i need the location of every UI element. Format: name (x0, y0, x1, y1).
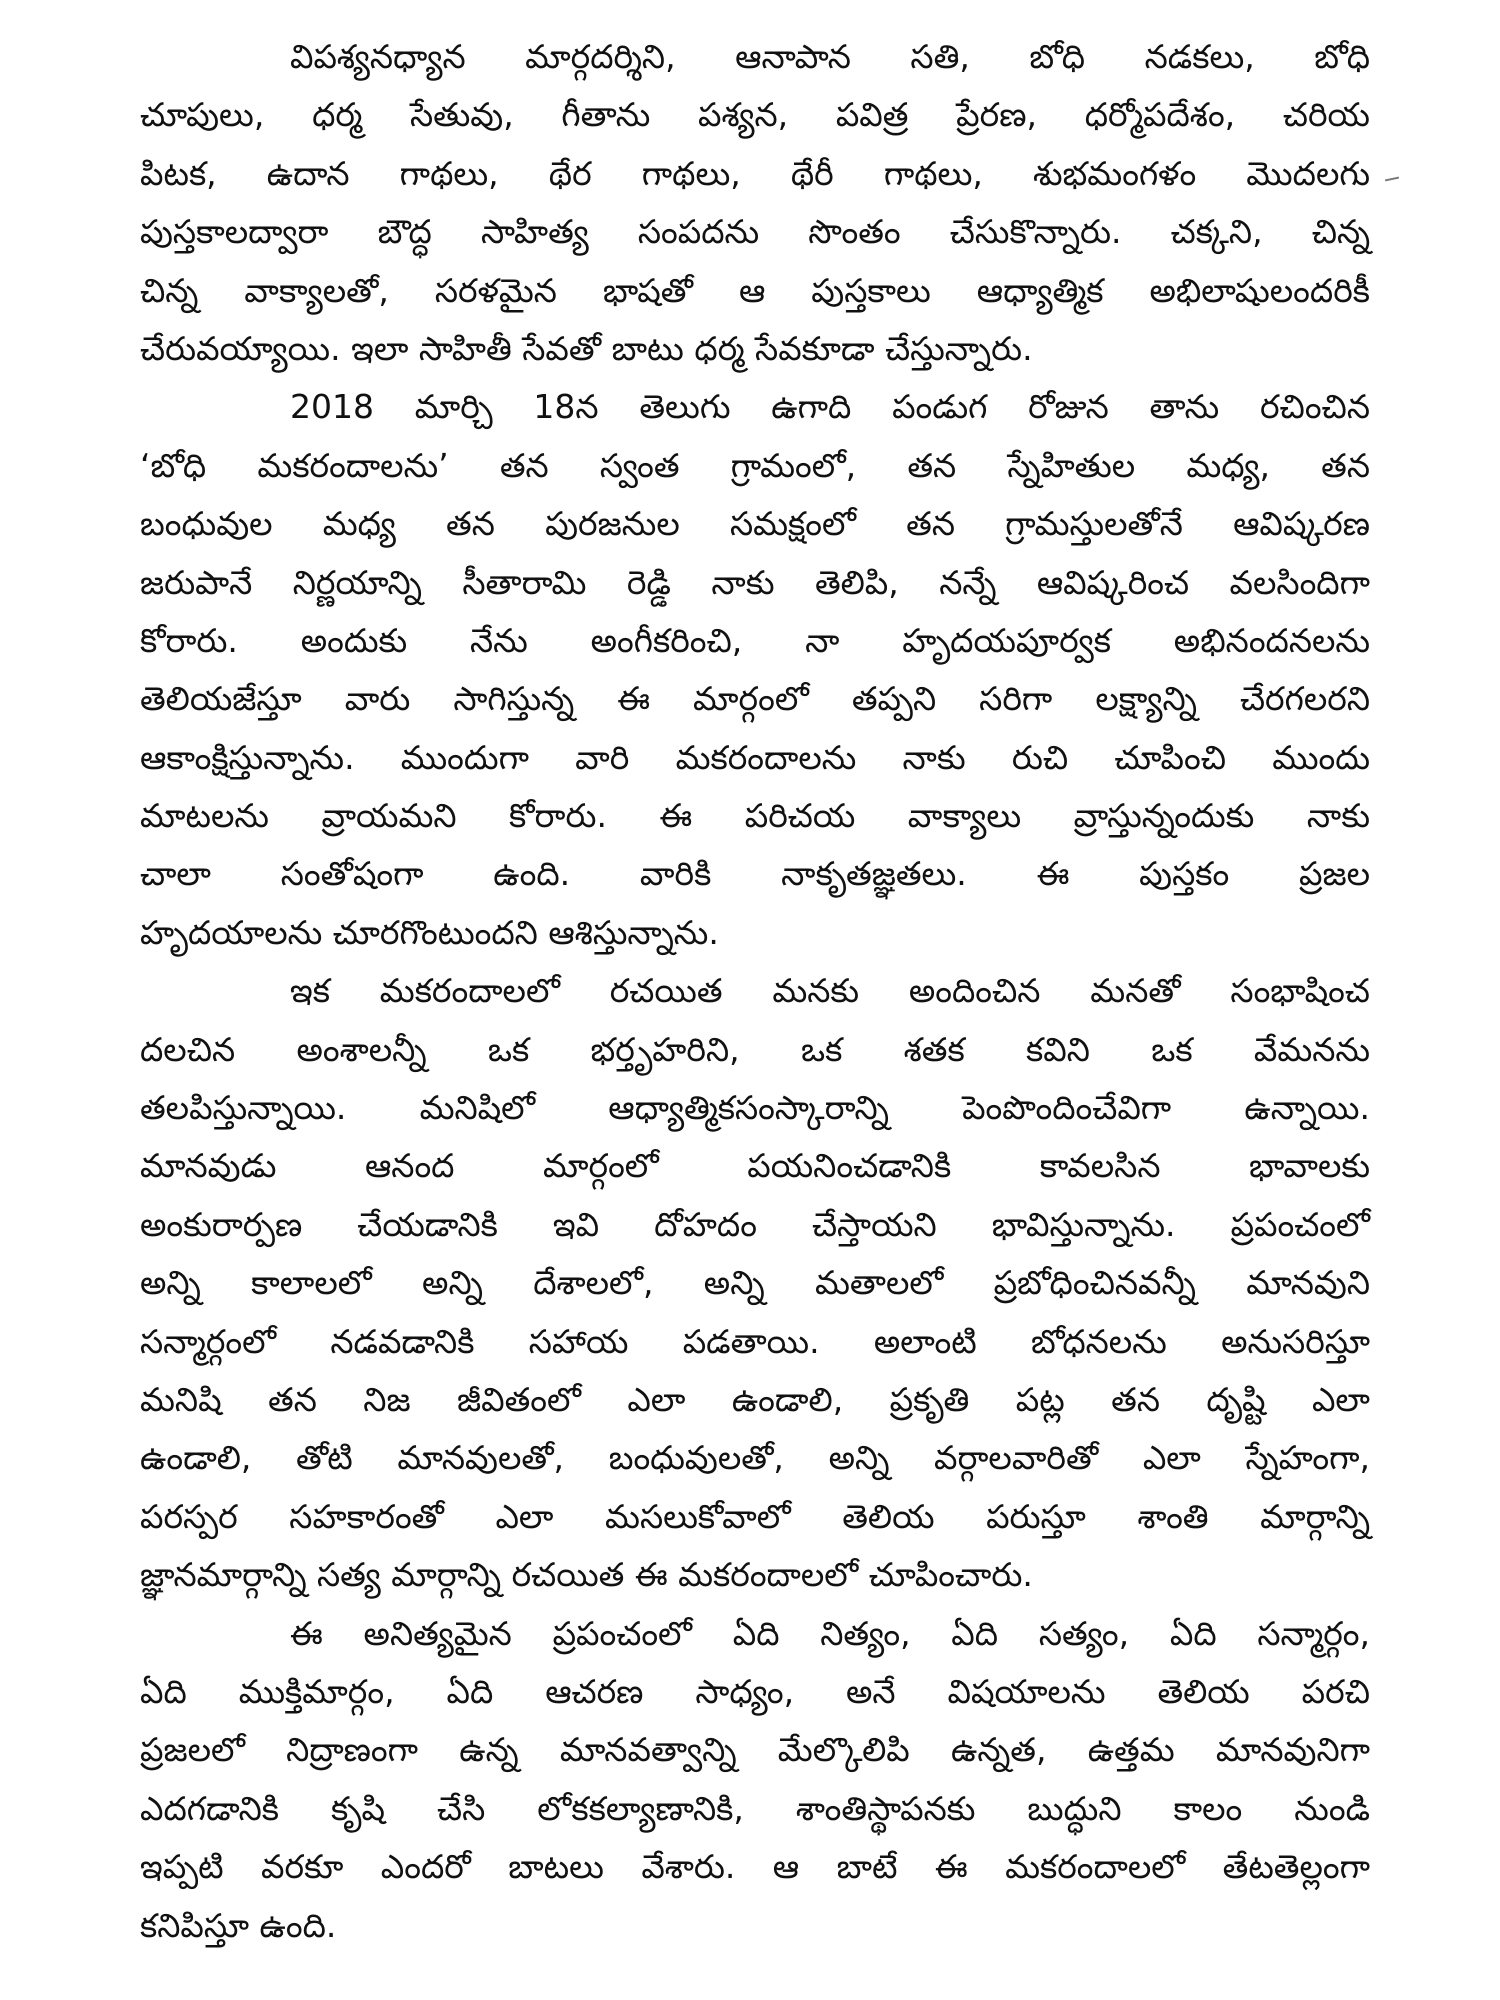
text-line: జరుపానే నిర్ణయాన్ని సీతారామి రెడ్డి నాకు తెలిపి, నన్నే ఆవిష్కరించ వలసిందిగా (140, 562, 1370, 602)
text-line: మనిషి తన నిజ జీవితంలో ఎలా ఉండాలి, ప్రకృతి పట్ల తన దృష్టి ఎలా (140, 1379, 1370, 1419)
text-line: చిన్న వాక్యాలతో, సరళమైన భాషతో ఆ పుస్తకాలు ఆధ్యాత్మిక అభిలాషులందరికీ (140, 270, 1370, 310)
text-line: 2018 మార్చి 18న తెలుగు ఉగాది పండుగ రోజున తాను రచించిన (290, 387, 1370, 427)
text-line: సన్మార్గంలో నడవడానికి సహాయ పడతాయి. అలాంటి బోధనలను అనుసరిస్తూ (140, 1321, 1370, 1361)
text-line: చేరువయ్యాయి. ఇలా సాహితీ సేవతో బాటు ధర్మ సేవకూడా చేస్తున్నారు. (140, 328, 1033, 368)
text-line: చాలా సంతోషంగా ఉంది. వారికి నాకృతజ్ఞతలు. ఈ పుస్తకం ప్రజల (140, 854, 1370, 894)
text-line: దలచిన అంశాలన్నీ ఒక భర్తృహరిని, ఒక శతక కవిని ఒక వేమనను (140, 1029, 1370, 1069)
text-line: కనిపిస్తూ ఉంది. (140, 1905, 337, 1945)
text-line: ఉండాలి, తోటి మానవులతో, బంధువులతో, అన్ని వర్గాలవారితో ఎలా స్నేహంగా, (140, 1438, 1370, 1478)
document-body (140, 28, 1370, 1955)
text-line: చూపులు, ధర్మ సేతువు, గీతాను పశ్యన, పవిత్ర ప్రేరణ, ధర్మోపదేశం, చరియ (140, 95, 1370, 135)
text-line: ఇక మకరందాలలో రచయిత మనకు అందించిన మనతో సంభాషించ (290, 971, 1370, 1011)
text-line: తెలియజేస్తూ వారు సాగిస్తున్న ఈ మార్గంలో తప్పని సరిగా లక్ష్యాన్ని చేరగలరని (140, 679, 1370, 719)
text-line: ఏది ముక్తిమార్గం, ఏది ఆచరణ సాధ్యం, అనే విషయాలను తెలియ పరచి (140, 1671, 1370, 1711)
text-line: అన్ని కాలాలలో అన్ని దేశాలలో, అన్ని మతాలలో ప్రబోధించినవన్నీ మానవుని (140, 1263, 1370, 1303)
text-line: ‘బోధి మకరందాలను’ తన స్వంత గ్రామంలో, తన స్నేహితుల మధ్య, తన (140, 445, 1370, 485)
text-line: ప్రజలలో నిద్రాణంగా ఉన్న మానవత్వాన్ని మేల్కొలిపి ఉన్నత, ఉత్తమ మానవునిగా (140, 1730, 1370, 1770)
text-line: జ్ఞానమార్గాన్ని సత్య మార్గాన్ని రచయిత ఈ మకరందాలలో చూపించారు. (140, 1555, 1033, 1595)
text-line: అంకురార్పణ చేయడానికి ఇవి దోహదం చేస్తాయని భావిస్తున్నాను. ప్రపంచంలో (140, 1204, 1370, 1244)
text-line: బంధువుల మధ్య తన పురజనుల సమక్షంలో తన గ్రామస్తులతోనే ఆవిష్కరణ (140, 504, 1370, 544)
text-line: కోరారు. అందుకు నేను అంగీకరించి, నా హృదయపూర్వక అభినందనలను (140, 620, 1370, 660)
text-line: మానవుడు ఆనంద మార్గంలో పయనించడానికి కావలసిన భావాలకు (140, 1146, 1370, 1186)
text-line: ఆకాంక్షిస్తున్నాను. ముందుగా వారి మకరందాలను నాకు రుచి చూపించి ముందు (140, 737, 1370, 777)
text-line: తలపిస్తున్నాయి. మనిషిలో ఆధ్యాత్మికసంస్కారాన్ని పెంపొందించేవిగా ఉన్నాయి. (140, 1088, 1370, 1128)
text-line: హృదయాలను చూరగొంటుందని ఆశిస్తున్నాను. (140, 912, 719, 952)
text-line: ఎదగడానికి కృషి చేసి లోకకల్యాణానికి, శాంతిస్థాపనకు బుద్ధుని కాలం నుండి (140, 1788, 1370, 1828)
text-line: ఈ అనిత్యమైన ప్రపంచంలో ఏది నిత్యం, ఏది సత్యం, ఏది సన్మార్గం, (290, 1613, 1370, 1653)
text-line: విపశ్యనధ్యాన మార్గదర్శిని, ఆనాపాన సతి, బోధి నడకలు, బోధి (290, 37, 1370, 76)
text-line: పరస్పర సహకారంతో ఎలా మసలుకోవాలో తెలియ పరుస్తూ శాంతి మార్గాన్ని (140, 1496, 1370, 1536)
text-line: మాటలను వ్రాయమని కోరారు. ఈ పరిచయ వాక్యాలు వ్రాస్తున్నందుకు నాకు (140, 796, 1370, 836)
text-line: పుస్తకాలద్వారా బౌద్ధ సాహిత్య సంపదను సొంతం చేసుకొన్నారు. చక్కని, చిన్న (140, 212, 1370, 252)
text-line: ఇప్పటి వరకూ ఎందరో బాటలు వేశారు. ఆ బాటే ఈ మకరందాలలో తేటతెల్లంగా (140, 1847, 1370, 1887)
text-line: పిటక, ఉదాన గాథలు, థేర గాథలు, థేరీ గాథలు, శుభమంగళం మొదలగు (140, 153, 1370, 193)
stray-pen-mark (1385, 177, 1399, 182)
